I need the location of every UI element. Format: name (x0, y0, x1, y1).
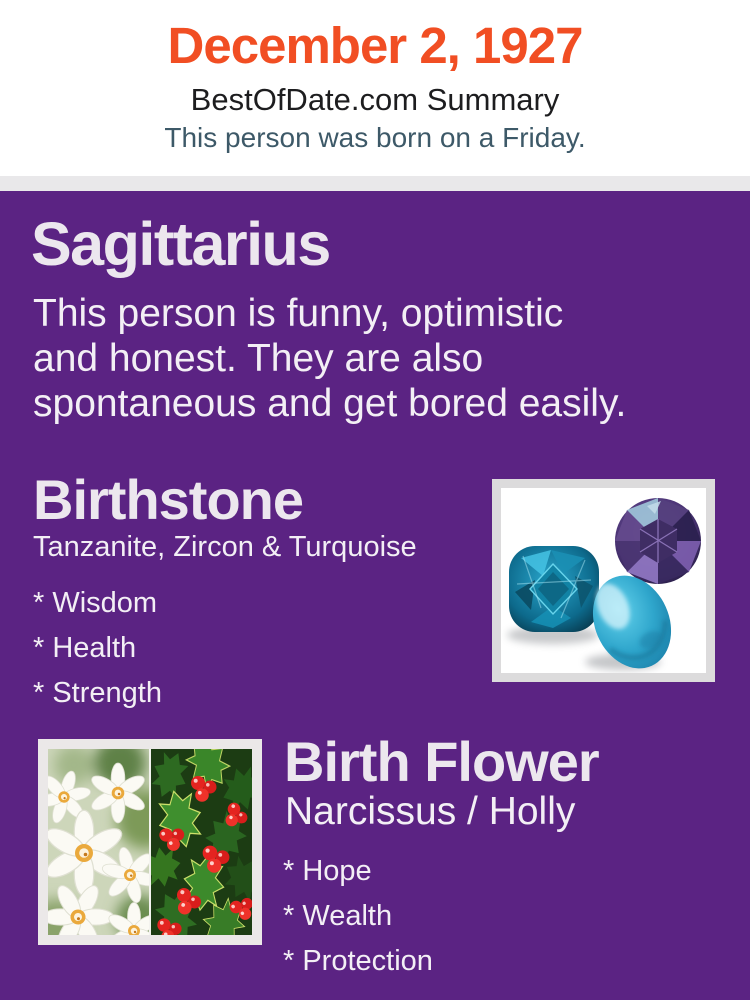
birthstone-photo (492, 479, 715, 682)
tanzanite-gem (615, 498, 701, 584)
holly-half (141, 749, 252, 935)
header (0, 0, 750, 176)
divider-strip (0, 176, 750, 191)
date-title: December 2, 1927 (167, 17, 583, 74)
birthstone-stones: Tanzanite, Zircon & Turquoise (33, 531, 417, 563)
birth-flower-names: Narcissus / Holly (285, 790, 576, 833)
born-on-line: This person was born on a Friday. (164, 122, 586, 153)
zodiac-description-line: and honest. They are also (33, 337, 484, 380)
trait-item: * Wealth (283, 900, 393, 932)
trait-item: * Wisdom (33, 587, 158, 619)
zodiac-description-line: spontaneous and get bored easily. (33, 382, 627, 425)
trait-item: * Hope (283, 855, 372, 887)
trait-item: * Health (33, 632, 137, 664)
birth-flower-title: Birth Flower (284, 730, 599, 793)
birth-flower-traits (283, 849, 433, 984)
gemstones-illustration (501, 488, 706, 673)
zircon-gem (509, 546, 599, 632)
photo-split-line (149, 749, 151, 935)
birth-flower-photo (38, 739, 262, 945)
zodiac-name: Sagittarius (31, 210, 330, 278)
purple-body (0, 191, 750, 1000)
zodiac-description (33, 291, 733, 426)
site-summary: BestOfDate.com Summary (190, 82, 560, 117)
trait-item: * Strength (33, 677, 162, 709)
narcissus-holly-illustration (48, 749, 252, 935)
birthstone-traits (33, 581, 162, 716)
birthstone-title: Birthstone (33, 468, 303, 531)
trait-item: * Protection (283, 945, 433, 977)
zodiac-description-line: This person is funny, optimistic (33, 292, 564, 335)
